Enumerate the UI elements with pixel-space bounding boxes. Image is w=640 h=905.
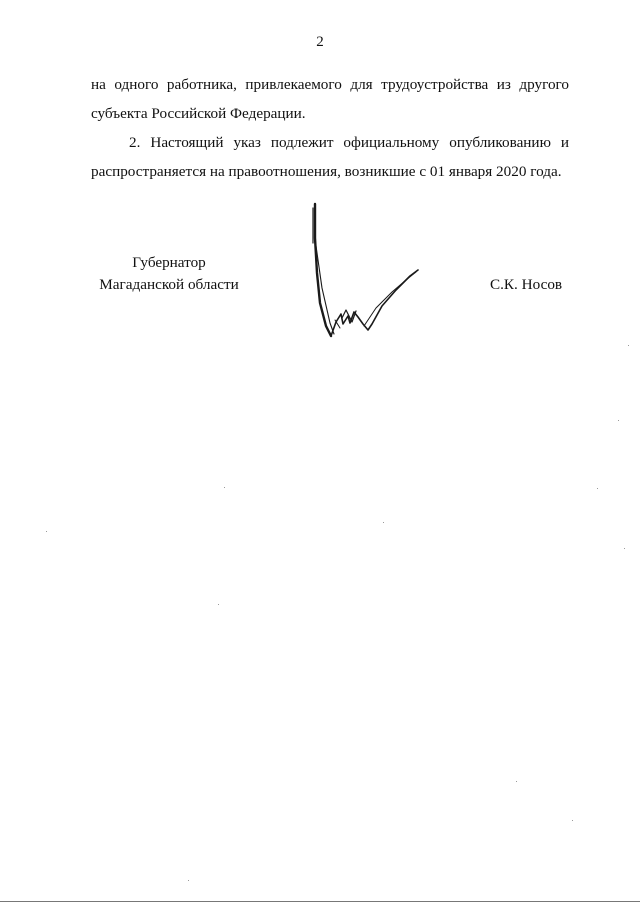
handwritten-signature	[300, 198, 430, 343]
paragraph-2-line-2: распространяется на правоотношения, возникшие с 01 января 2020 года.	[91, 163, 562, 180]
paragraph-2-line-1: 2. Настоящий указ подлежит официальному опубликованию и	[129, 134, 569, 151]
bottom-edge-line	[0, 901, 640, 902]
document-body	[91, 70, 569, 186]
signer-position	[86, 252, 252, 296]
paragraph-1-line-1: на одного работника, привлекаемого для трудоустройства из другого	[91, 76, 569, 93]
signer-position-line-1: Губернатор	[132, 254, 206, 271]
page-number: 2	[316, 34, 324, 50]
signer-name: С.К. Носов	[490, 276, 563, 293]
signer-position-line-2: Магаданской области	[99, 276, 239, 293]
paragraph-1-line-2: субъекта Российской Федерации.	[91, 105, 306, 122]
